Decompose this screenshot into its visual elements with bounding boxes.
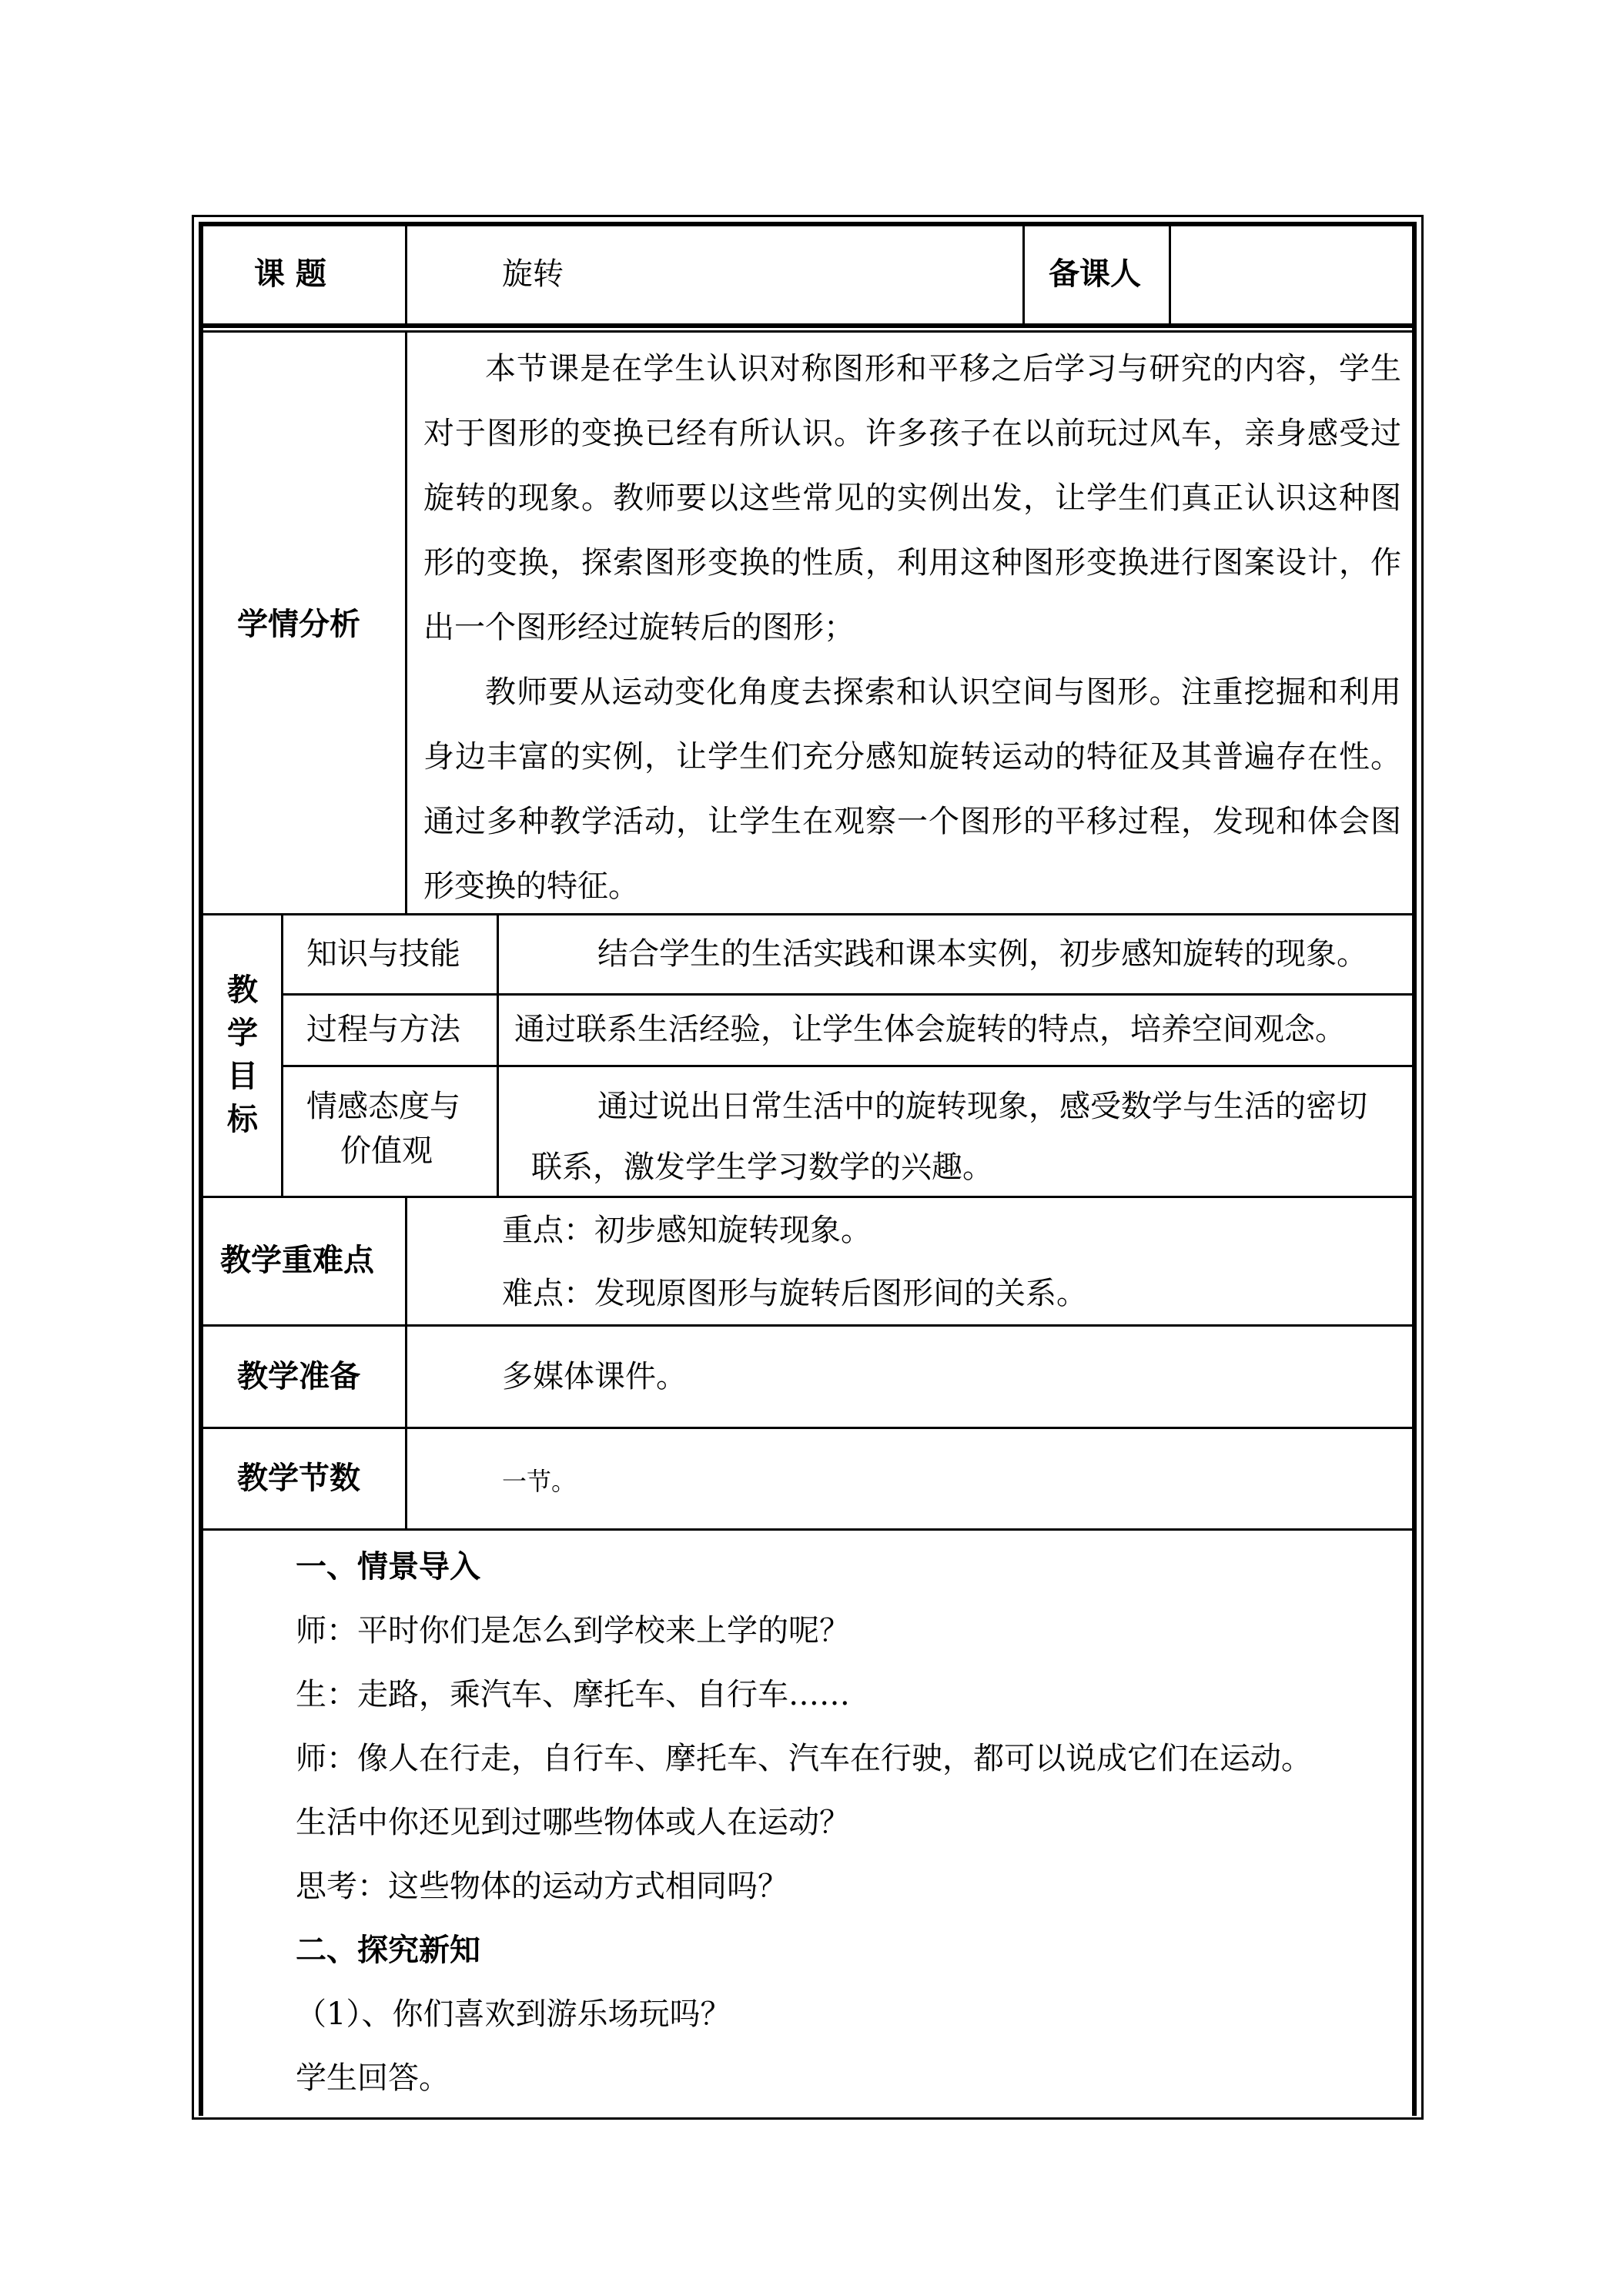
- col-divider: [1169, 222, 1171, 326]
- analysis-content: [423, 336, 1401, 919]
- analysis-paragraph-2: 教师要从运动变化角度去探索和认识空间与图形。注重挖掘和利用身边丰富的实例，让学生们充分感知旋转运动的特征及其普遍存在性。通过多种教学活动，让学生在观察一个图形的平移过程，发现和体会图形变换的特征。: [423, 674, 1401, 904]
- row-divider: [199, 323, 1417, 328]
- topic-value: 旋转: [502, 256, 564, 292]
- row-divider: [282, 1065, 1417, 1067]
- periods-value: 一节。: [502, 1467, 577, 1496]
- row-divider: [199, 1528, 1417, 1531]
- goal-attitude-text-1: 通过说出日常生活中的旋转现象，感受数学与生活的密切: [597, 1089, 1367, 1124]
- difficulty-point: 难点：发现原图形与旋转后图形间的关系。: [502, 1276, 1087, 1311]
- process-line: 生：走路，乘汽车、摩托车、自行车……: [296, 1677, 850, 1712]
- goal-process-name: 过程与方法: [306, 1012, 460, 1047]
- goals-label: 教 学 目 标: [227, 972, 258, 1137]
- goal-process-text: 通过联系生活经验，让学生体会旋转的特点，培养空间观念。: [514, 1012, 1346, 1047]
- process-line: 学生回答。: [296, 2060, 450, 2096]
- preparer-label: 备课人: [1049, 256, 1141, 292]
- process-line: 生活中你还见到过哪些物体或人在运动？: [296, 1805, 850, 1840]
- col-divider: [405, 222, 407, 326]
- periods-label: 教学节数: [237, 1461, 360, 1496]
- process-heading-1: 一、情景导入: [296, 1549, 480, 1585]
- process-line: 思考：这些物体的运动方式相同吗？: [296, 1869, 788, 1904]
- process-line: 师：像人在行走，自行车、摩托车、汽车在行驶，都可以说成它们在运动。: [296, 1741, 1312, 1776]
- row-divider: [282, 993, 1417, 996]
- process-line: 师：平时你们是怎么到学校来上学的呢？: [296, 1613, 850, 1648]
- row-divider: [199, 1324, 1417, 1327]
- goal-attitude-name-2: 价值观: [340, 1133, 433, 1169]
- col-divider: [405, 333, 407, 915]
- key-points-label: 教学重难点: [220, 1243, 374, 1278]
- goal-knowledge-name: 知识与技能: [306, 936, 460, 972]
- goal-attitude-name-1: 情感态度与: [306, 1089, 460, 1124]
- row-divider: [199, 330, 1417, 333]
- analysis-label: 学情分析: [237, 607, 360, 642]
- col-divider: [497, 915, 499, 1197]
- analysis-paragraph-1: 本节课是在学生认识对称图形和平移之后学习与研究的内容，学生对于图形的变换已经有所认识。许多孩子在以前玩过风车，亲身感受过旋转的现象。教师要以这些常见的实例出发，让学生们真正认识这种图形的变换，探索图形变换的性质，利用这种图形变换进行图案设计，作出一个图形经过旋转后的图形；: [423, 351, 1401, 645]
- col-divider: [405, 1197, 407, 1530]
- topic-label: 课 题: [254, 256, 326, 292]
- col-divider: [1022, 222, 1025, 326]
- preparation-label: 教学准备: [237, 1359, 360, 1394]
- process-heading-2: 二、探究新知: [296, 1933, 480, 1968]
- row-divider: [199, 1196, 1417, 1198]
- goal-knowledge-text: 结合学生的生活实践和课本实例，初步感知旋转的现象。: [597, 936, 1367, 972]
- process-line: （1）、你们喜欢到游乐场玩吗？: [296, 1996, 731, 2032]
- col-divider: [281, 915, 283, 1197]
- row-divider: [199, 1427, 1417, 1429]
- key-point: 重点：初步感知旋转现象。: [502, 1213, 872, 1248]
- goal-attitude-text-2: 联系，激发学生学习数学的兴趣。: [531, 1150, 993, 1185]
- preparation-value: 多媒体课件。: [502, 1359, 687, 1394]
